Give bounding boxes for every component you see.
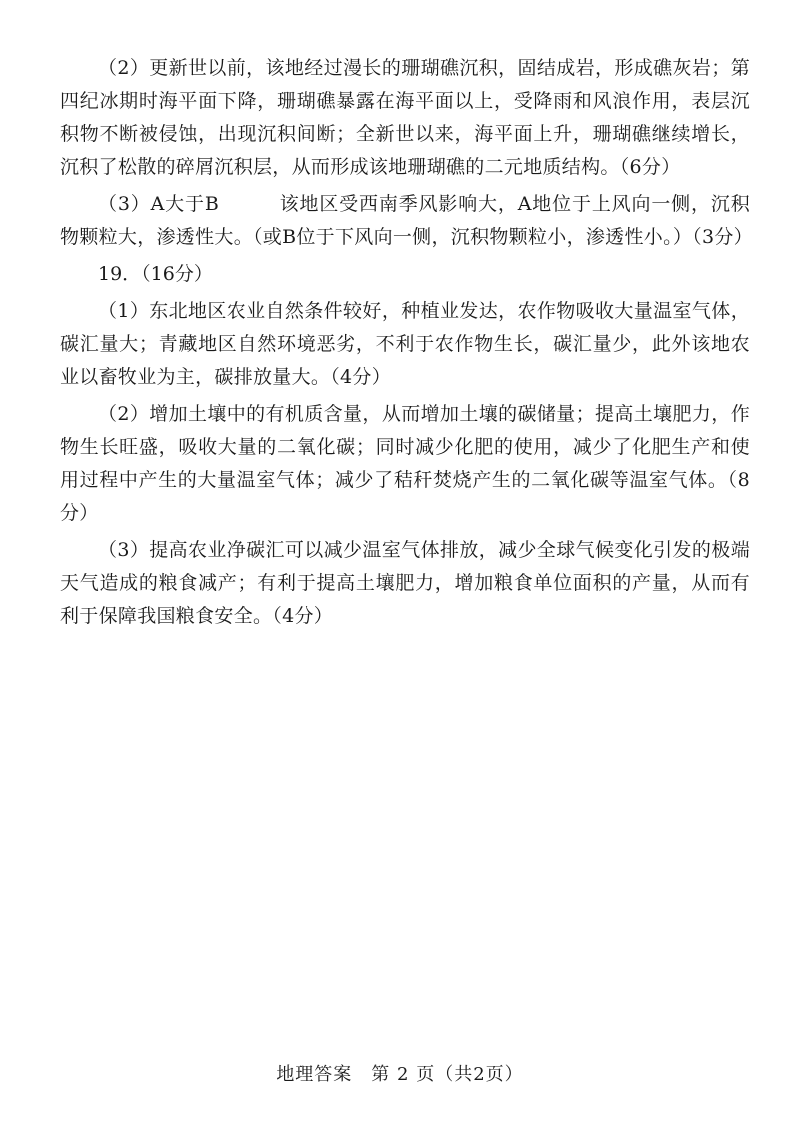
q19-heading: 19．（16分） bbox=[98, 263, 213, 285]
q18-part3 bbox=[60, 188, 753, 254]
q19-part3: （3）提高农业净碳汇可以减少温室气体排放，减少全球气候变化引发的极端天气造成的粮食减产；有利于提高土壤肥力，增加粮食单位面积的产量，从而有利于保障我国粮食安全。（4分） bbox=[60, 539, 750, 627]
page-footer: 地理答案 第 2 页（共2页） bbox=[276, 1064, 524, 1085]
q19-part2: （2）增加土壤中的有机质含量，从而增加土壤的碳储量；提高土壤肥力，作物生长旺盛，吸收大量的二氧化碳；同时减少化肥的使用，减少了化肥生产和使用过程中产生的大量温室气体；减少了秸秆焚烧产生的二氧化碳等温室气体。（8分） bbox=[60, 403, 750, 524]
q18-part3-reason: 该地区受西南季风影响大，A地位于上风向一侧，沉积物颗粒大，渗透性大。（或B位于下风向一侧，沉积物颗粒小，渗透性小。）（3分） bbox=[60, 193, 753, 248]
answer-content bbox=[60, 52, 753, 637]
q18-part3-answer: （3）A大于B bbox=[98, 193, 220, 215]
q18-part2: （2）更新世以前，该地经过漫长的珊瑚礁沉积，固结成岩，形成礁灰岩；第四纪冰期时海平面下降，珊瑚礁暴露在海平面以上，受降雨和风浪作用，表层沉积物不断被侵蚀，出现沉积间断；全新世以来，海平面上升，珊瑚礁继续增长，沉积了松散的碎屑沉积层，从而形成该地珊瑚礁的二元地质结构。（6分） bbox=[60, 57, 750, 178]
q19-part1: （1）东北地区农业自然条件较好，种植业发达，农作物吸收大量温室气体，碳汇量大；青藏地区自然环境恶劣，不利于农作物生长，碳汇量少，此外该地农业以畜牧业为主，碳排放量大。（4分） bbox=[60, 300, 750, 388]
